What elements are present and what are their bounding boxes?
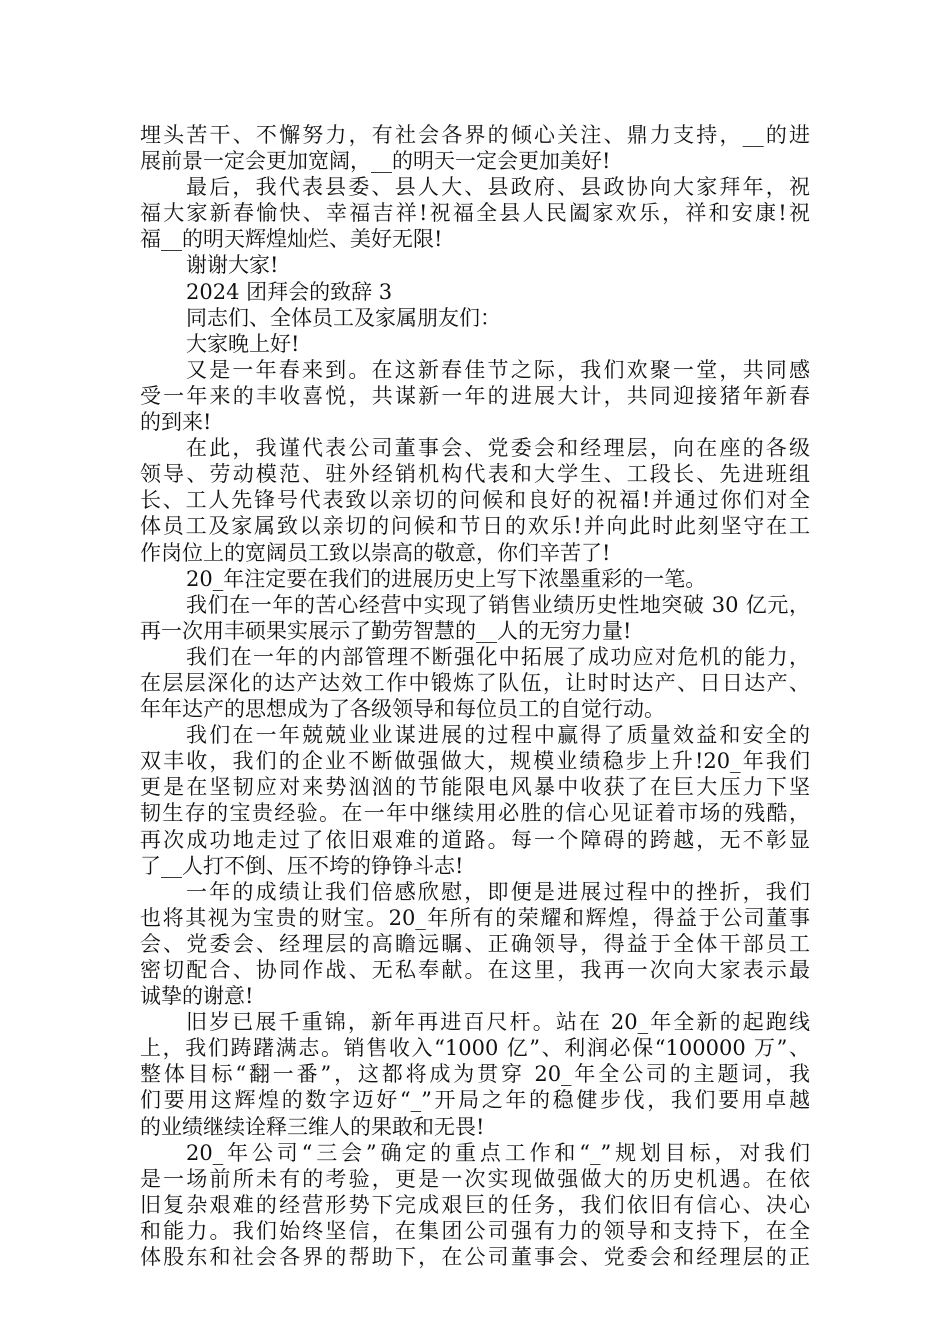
text-line: 福大家新春愉快、幸福吉祥!祝福全县人民阖家欢乐，祥和安康!祝 bbox=[140, 201, 810, 226]
text-line: 20_年公司“三会”确定的重点工作和“_”规划目标，对我们 bbox=[186, 1140, 810, 1165]
text-line: 是一场前所未有的考验，更是一次实现做强做大的历史机遇。在依 bbox=[140, 1166, 810, 1191]
text-line: 展前景一定会更加宽阔，__的明天一定会更加美好! bbox=[140, 149, 611, 174]
text-line: 再一次用丰硕果实展示了勤劳智慧的__人的无穷力量! bbox=[140, 618, 632, 643]
text-line: 旧岁已展千重锦，新年再进百尺杆。站在 20_年全新的起跑线 bbox=[186, 1010, 810, 1035]
text-line: 们要用这辉煌的数字迈好“_”开局之年的稳健步伐，我们要用卓越 bbox=[140, 1088, 810, 1113]
text-line: 在层层深化的达产达效工作中锻炼了队伍，让时时达产、日日达产、 bbox=[140, 670, 810, 695]
text-line: 最后，我代表县委、县人大、县政府、县政协向大家拜年，祝 bbox=[186, 175, 810, 200]
text-line: 也将其视为宝贵的财宝。20_年所有的荣耀和辉煌，得益于公司董事 bbox=[140, 905, 810, 930]
text-line: 长、工人先锋号代表致以亲切的问候和良好的祝福!并通过你们对全 bbox=[140, 488, 810, 513]
text-line: 双丰收，我们的企业不断做强做大，规模业绩稳步上升!20_年我们 bbox=[140, 749, 810, 774]
text-line: 受一年来的丰收喜悦，共谋新一年的进展大计，共同迎接猪年新春 bbox=[140, 383, 810, 408]
document-page bbox=[140, 122, 810, 1270]
text-line: 了__人打不倒、压不垮的铮铮斗志! bbox=[140, 853, 464, 878]
text-line: 年年达产的思想成为了各级领导和每位员工的自觉行动。 bbox=[140, 697, 665, 722]
text-line: 诚挚的谢意! bbox=[140, 984, 254, 1009]
text-line: 又是一年春来到。在这新春佳节之际，我们欢聚一堂，共同感 bbox=[186, 357, 810, 382]
text-line: 和能力。我们始终坚信，在集团公司强有力的领导和支持下，在全 bbox=[140, 1218, 810, 1243]
text-line: 我们在一年的苦心经营中实现了销售业绩历史性地突破 30 亿元， bbox=[186, 592, 810, 617]
text-line: 会、党委会、经理层的高瞻远瞩、正确领导，得益于全体干部员工 bbox=[140, 931, 810, 956]
text-line: 埋头苦干、不懈努力，有社会各界的倾心关注、鼎力支持，__的进 bbox=[140, 123, 810, 147]
text-line: 的到来! bbox=[140, 410, 212, 435]
text-line: 大家晚上好! bbox=[186, 331, 300, 356]
text-line: 密切配合、协同作战、无私奉献。在这里，我再一次向大家表示最 bbox=[140, 958, 810, 982]
text-line: 领导、劳动模范、驻外经销机构代表和大学生、工段长、先进班组 bbox=[140, 462, 810, 487]
text-line: 的业绩继续诠释三维人的果敢和无畏! bbox=[140, 1114, 485, 1139]
text-line: 韧生存的宝贵经验。在一年中继续用必胜的信心见证着市场的残酷， bbox=[140, 801, 810, 826]
text-line: 我们在一年的内部管理不断强化中拓展了成功应对危机的能力， bbox=[186, 644, 810, 669]
text-line: 体员工及家属致以亲切的问候和节日的欢乐!并向此时此刻坚守在工 bbox=[140, 514, 810, 539]
text-line: 福__的明天辉煌灿烂、美好无限! bbox=[140, 227, 443, 252]
text-line: 谢谢大家! bbox=[186, 253, 279, 278]
text-line: 同志们、全体员工及家属朋友们： bbox=[186, 305, 501, 330]
text-line: 2024 团拜会的致辞 3 bbox=[186, 279, 393, 304]
text-line: 在此，我谨代表公司董事会、党委会和经理层，向在座的各级 bbox=[186, 436, 810, 461]
text-line: 再次成功地走过了依旧艰难的道路。每一个障碍的跨越，无不彰显 bbox=[140, 827, 810, 852]
text-line: 体股东和社会各界的帮助下，在公司董事会、党委会和经理层的正 bbox=[140, 1245, 810, 1270]
text-line: 整体目标“翻一番”，这都将成为贯穿 20_年全公司的主题词，我 bbox=[140, 1062, 810, 1087]
text-line: 作岗位上的宽阔员工致以崇高的敬意，你们辛苦了! bbox=[140, 540, 611, 565]
text-line: 20_年注定要在我们的进展历史上写下浓墨重彩的一笔。 bbox=[186, 566, 707, 591]
text-line: 上，我们踌躇满志。销售收入“1000 亿”、利润必保“100000 万”、 bbox=[140, 1036, 810, 1061]
text-line: 更是在坚韧应对来势汹汹的节能限电风暴中收获了在巨大压力下坚 bbox=[140, 775, 810, 800]
text-line: 一年的成绩让我们倍感欣慰，即便是进展过程中的挫折，我们 bbox=[186, 879, 810, 904]
text-line: 我们在一年兢兢业业谋进展的过程中赢得了质量效益和安全的 bbox=[186, 723, 810, 748]
text-line: 旧复杂艰难的经营形势下完成艰巨的任务，我们依旧有信心、决心 bbox=[140, 1192, 810, 1217]
